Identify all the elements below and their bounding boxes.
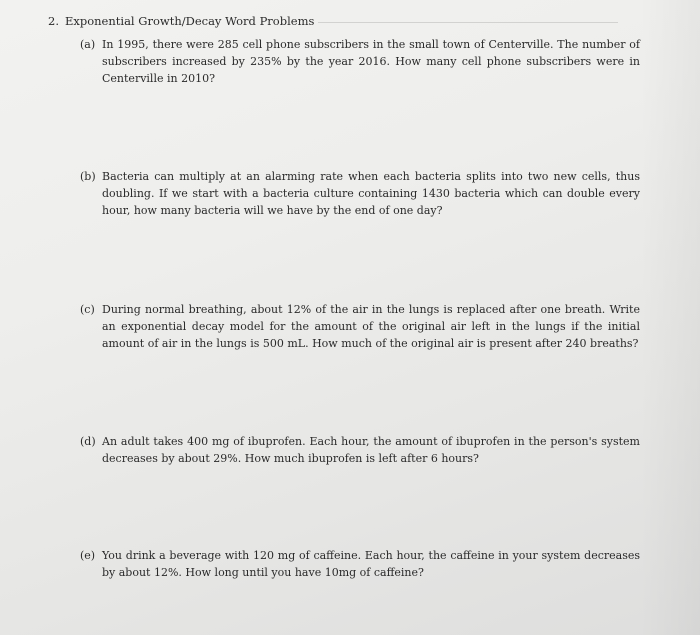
problem-text: In 1995, there were 285 cell phone subscribers in the small town of Centerville. The number of subscribers increased by 235% by the year 2016. How many cell phone subscribers were in Centerville in 2010? (102, 38, 640, 85)
problem-text: An adult takes 400 mg of ibuprofen. Each hour, the amount of ibuprofen in the person's system decreases by about 29%. How much ibuprofen is left after 6 hours? (102, 435, 640, 465)
problem-text: You drink a beverage with 120 mg of caffeine. Each hour, the caffeine in your system decreases by about 12%. How long until you have 10mg of caffeine? (102, 549, 640, 579)
problem-c (80, 301, 640, 352)
section-number: 2. (48, 14, 59, 28)
heading-divider (318, 22, 618, 23)
paper-shadow (640, 0, 700, 635)
problem-a (80, 36, 640, 87)
problem-text: Bacteria can multiply at an alarming rate when each bacteria splits into two new cells, thus doubling. If we start with a bacteria culture containing 1430 bacteria which can double every hour, how many bacteria will we have by the end of one day? (102, 170, 640, 217)
problem-e (80, 547, 640, 581)
problem-b (80, 168, 640, 219)
problem-label: (a) (80, 38, 96, 51)
problem-label: (e) (80, 549, 96, 562)
problem-d (80, 433, 640, 467)
section-heading (48, 14, 314, 28)
problem-label: (b) (80, 170, 96, 183)
problem-label: (d) (80, 435, 96, 448)
problem-text: During normal breathing, about 12% of the air in the lungs is replaced after one breath. Write an exponential decay model for the amount of the original air left in the lungs if the initial amount of air in the lungs is 500 mL. How much of the original air is present after 240 breaths? (102, 303, 640, 350)
problem-label: (c) (80, 303, 95, 316)
section-title: Exponential Growth/Decay Word Problems (64, 14, 315, 28)
